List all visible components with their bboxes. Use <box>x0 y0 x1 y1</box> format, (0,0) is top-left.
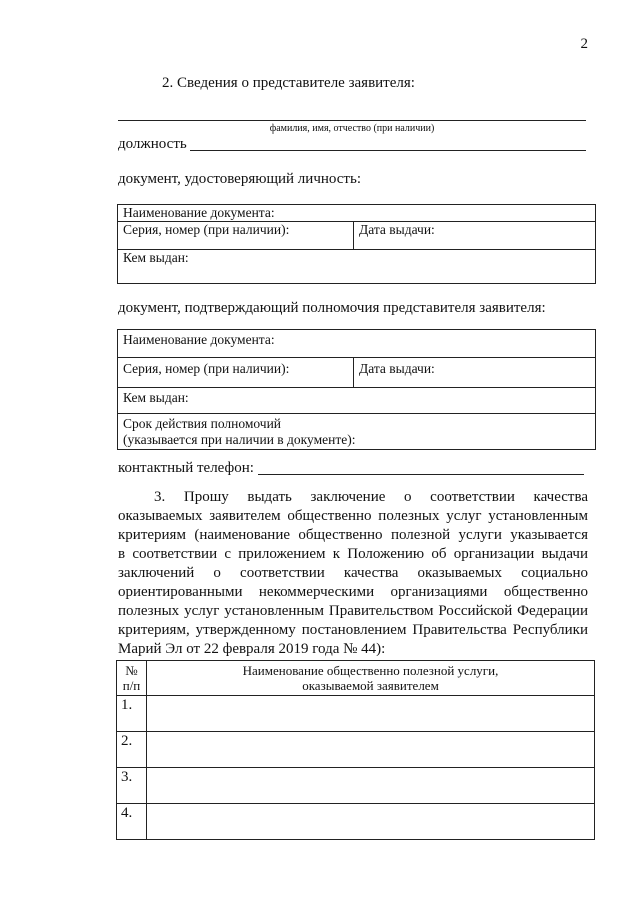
section3-line: критериям (наименование общественно полезной услуги указывается <box>118 527 588 543</box>
authority-doc-heading: документ, подтверждающий полномочия представителя заявителя: <box>118 300 546 316</box>
table-row <box>117 696 595 732</box>
identity-doc-issued-by-cell[interactable] <box>118 250 596 284</box>
authority-doc-issued-by-label: Кем выдан: <box>123 390 189 405</box>
page-number: 2 <box>580 36 588 52</box>
position-field[interactable] <box>190 150 586 151</box>
authority-doc-validity-label: Срок действия полномочий <box>123 416 282 431</box>
section2-heading: 2. Сведения о представителе заявителя: <box>162 75 415 91</box>
identity-doc-issue-date-label: Дата выдачи: <box>359 222 435 237</box>
table-row <box>117 804 595 840</box>
identity-doc-issue-date-cell[interactable] <box>354 222 596 250</box>
col-number-symbol: № <box>125 663 138 678</box>
table-row <box>117 732 595 768</box>
full-name-field[interactable] <box>118 120 586 121</box>
authority-doc-table <box>117 329 596 450</box>
service-name-cell[interactable] <box>147 804 595 840</box>
position-label: должность <box>118 136 187 152</box>
services-col-name-header <box>147 661 595 696</box>
section3-line: полезных услуг установленным Правительством Российской Федерации <box>118 603 588 619</box>
service-name-cell[interactable] <box>147 696 595 732</box>
row-number: 1. <box>117 696 147 732</box>
authority-doc-issue-date-cell[interactable] <box>354 358 596 388</box>
services-col-number-header <box>117 661 147 696</box>
section3-line: Марий Эл от 22 февраля 2019 года № 44): <box>118 641 386 657</box>
services-table <box>116 660 595 840</box>
authority-doc-issued-by-cell[interactable] <box>118 388 596 414</box>
section3-line: оказываемых заявителем общественно полезных услуг установленным <box>118 508 588 524</box>
section3-line: в соответствии с приложением к Положению об организации выдачи <box>118 546 588 562</box>
identity-doc-issued-by-label: Кем выдан: <box>123 250 189 265</box>
row-number: 2. <box>117 732 147 768</box>
authority-doc-validity-cell[interactable] <box>118 414 596 450</box>
authority-doc-name-cell[interactable] <box>118 330 596 358</box>
section3-line: заключений о соответствии качества оказываемых социально <box>118 565 588 581</box>
contact-phone-field[interactable] <box>258 474 584 475</box>
row-number: 3. <box>117 768 147 804</box>
identity-doc-heading: документ, удостоверяющий личность: <box>118 171 361 187</box>
service-name-cell[interactable] <box>147 732 595 768</box>
col-name-header-line2: оказываемой заявителем <box>302 678 439 693</box>
authority-doc-series-cell[interactable] <box>118 358 354 388</box>
col-name-header-line1: Наименование общественно полезной услуги, <box>242 663 499 678</box>
contact-phone-label: контактный телефон: <box>118 460 254 476</box>
col-number-abbrev: п/п <box>122 678 141 693</box>
section3-paragraph <box>118 488 588 659</box>
identity-doc-name-cell[interactable] <box>118 205 596 222</box>
service-name-cell[interactable] <box>147 768 595 804</box>
authority-doc-name-label: Наименование документа: <box>123 332 275 347</box>
authority-doc-series-label: Серия, номер (при наличии): <box>123 361 290 376</box>
authority-doc-issue-date-label: Дата выдачи: <box>359 361 435 376</box>
section3-line: 3. Прошу выдать заключение о соответствии качества <box>154 489 588 505</box>
full-name-caption: фамилия, имя, отчество (при наличии) <box>269 123 435 134</box>
identity-doc-series-label: Серия, номер (при наличии): <box>123 222 290 237</box>
section3-line: ориентированными некоммерческими организациями общественно <box>118 584 588 600</box>
authority-doc-validity-note: (указывается при наличии в документе): <box>123 432 356 447</box>
identity-doc-name-label: Наименование документа: <box>123 205 275 220</box>
section3-line: критериям, утвержденному постановлением Правительства Республики <box>118 622 588 638</box>
table-row <box>117 768 595 804</box>
row-number: 4. <box>117 804 147 840</box>
identity-doc-table <box>117 204 596 284</box>
identity-doc-series-cell[interactable] <box>118 222 354 250</box>
